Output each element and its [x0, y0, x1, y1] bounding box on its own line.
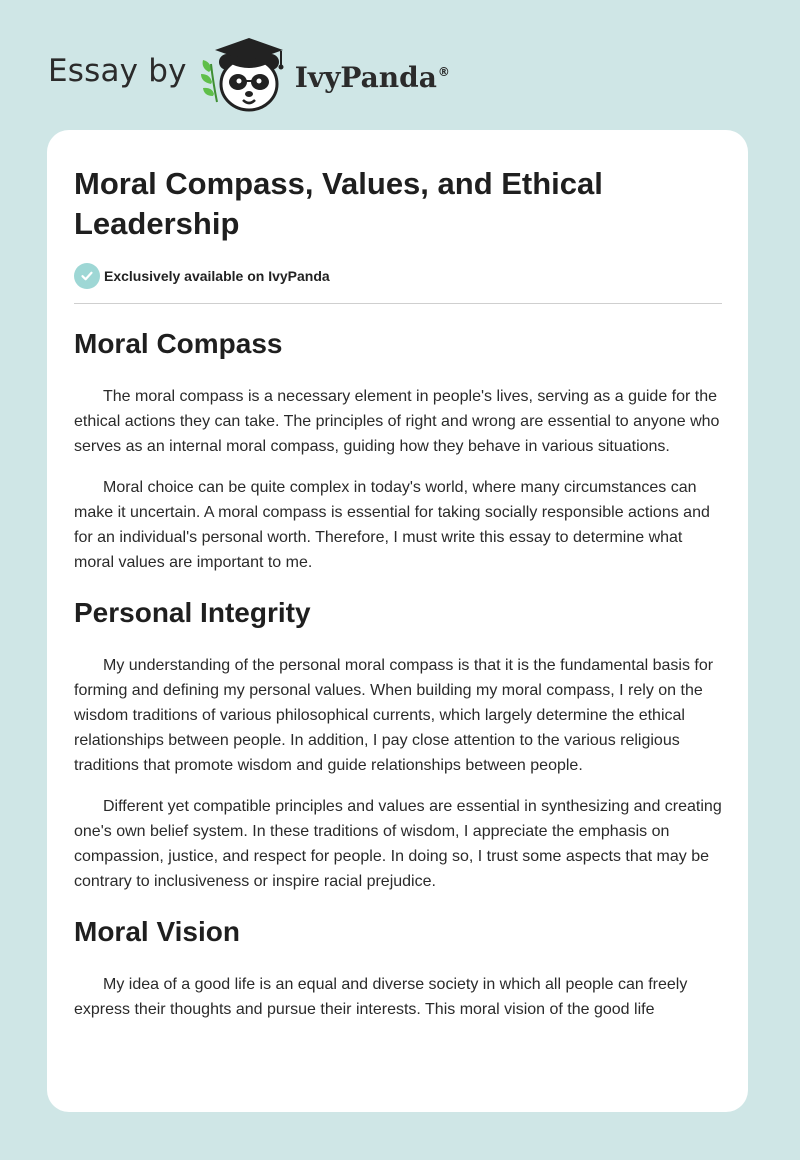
section-heading-moral-compass: Moral Compass — [74, 328, 283, 359]
leaf-icon — [201, 60, 217, 102]
essay-title: Moral Compass, Values, and Ethical Leadership — [74, 166, 603, 241]
exclusive-label: Exclusively available on IvyPanda — [104, 268, 330, 284]
paragraph: Moral choice can be quite complex in today's world, where many circumstances can make it uncertain. A moral compass is essential for taking socially responsible actions and for an individual's personal worth. Therefore, I must write this essay to determine what moral values are important to me. — [74, 479, 710, 571]
panda-logo-icon[interactable] — [197, 34, 293, 114]
essay-card — [47, 130, 748, 1112]
divider — [74, 303, 722, 304]
section-heading-personal-integrity: Personal Integrity — [74, 597, 311, 628]
paragraph: My understanding of the personal moral compass is that it is the fundamental basis for forming and defining my personal values. When building my moral compass, I rely on the wisdom traditions of various philosophical currents, which largely determine the ethical relationships between people. In addition, I pay close attention to the various religious traditions that promote wisdom and guide relationships between people. — [74, 657, 714, 774]
essay-by-label: Essay by — [48, 53, 187, 89]
section-heading-moral-vision: Moral Vision — [74, 916, 240, 947]
paragraph: Different yet compatible principles and values are essential in synthesizing and creating one's own belief system. In these traditions of wisdom, I appreciate the emphasis on compassion, justice, and respect for people. In doing so, I trust some aspects that may be contrary to inclusiveness or inspire racial prejudice. — [74, 798, 722, 890]
paragraph: My idea of a good life is an equal and diverse society in which all people can freely express their thoughts and pursue their interests. This moral vision of the good life — [74, 976, 688, 1018]
site-header — [48, 34, 450, 114]
essay-body — [74, 324, 722, 1038]
registered-mark: ® — [437, 65, 450, 80]
exclusive-badge — [74, 263, 330, 289]
brand-name[interactable]: IvyPanda® — [294, 60, 450, 94]
paragraph: The moral compass is a necessary element in people's lives, serving as a guide for the ethical actions they can take. The principles of right and wrong are essential to anyone who serves as an internal moral compass, guiding how they behave in various situations. — [74, 388, 720, 455]
check-circle-icon — [74, 263, 100, 289]
